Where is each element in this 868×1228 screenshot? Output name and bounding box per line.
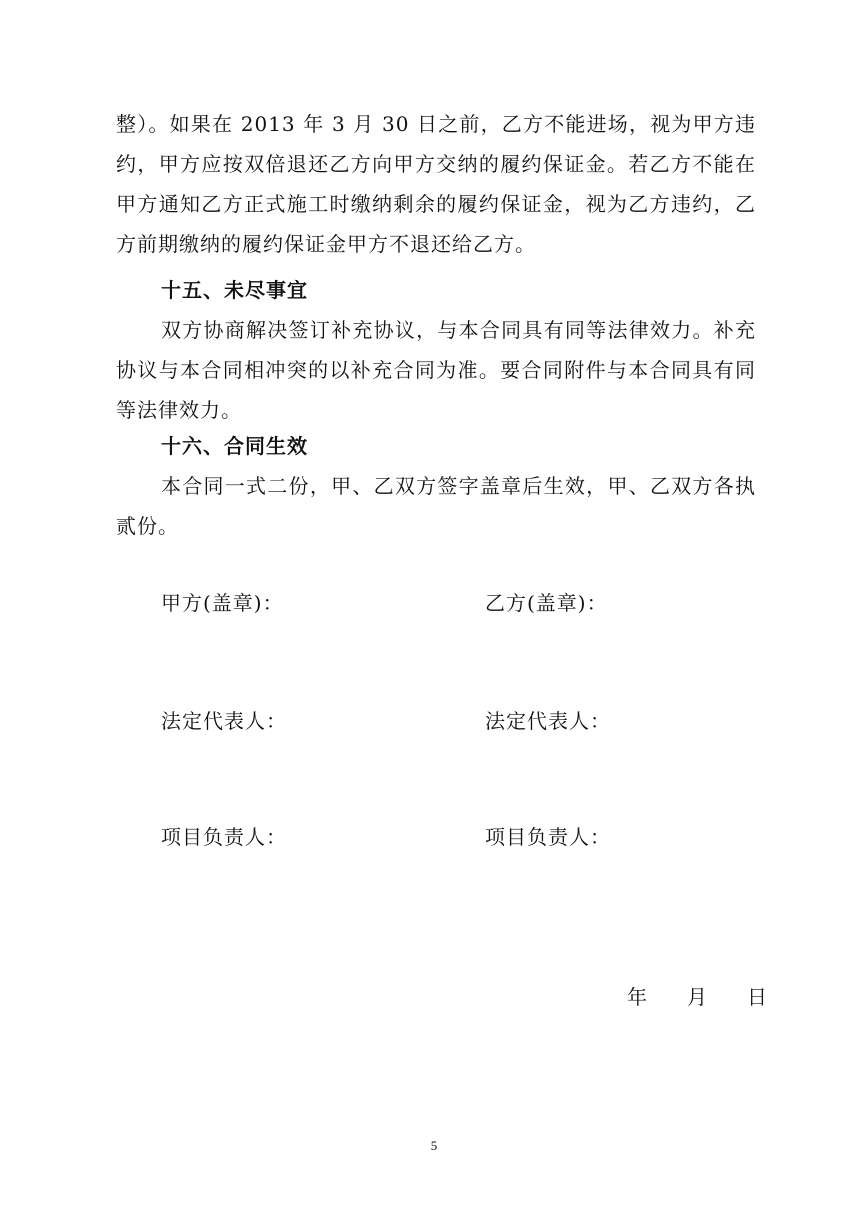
party-b-representative-label: 法定代表人：	[485, 709, 611, 733]
section-16-body: 本合同一式二份，甲、乙双方签字盖章后生效，甲、乙双方各执贰份。	[116, 474, 756, 538]
party-b-seal-label: 乙方(盖章)：	[485, 591, 608, 615]
section-15-body: 双方协商解决签订补充协议，与本合同具有同等法律效力。补充协议与本合同相冲突的以补充合同为准。要合同附件与本合同具有同等法律效力。	[116, 318, 756, 422]
party-b-project-manager-label: 项目负责人：	[485, 825, 611, 849]
party-a-project-manager-label: 项目负责人：	[161, 825, 287, 849]
date-year: 年	[627, 985, 647, 1009]
page-number: 5	[430, 1138, 438, 1153]
section-16-title: 十六、合同生效	[161, 434, 308, 458]
section-15-title: 十五、未尽事宜	[161, 278, 308, 302]
signing-date	[627, 982, 767, 1012]
paragraph-deposit-terms: 整）。如果在 2013 年 3 月 30 日之前，乙方不能进场，视为甲方违约，甲方应按双倍退还乙方向甲方交纳的履约保证金。若乙方不能在甲方通知乙方正式施工时缴纳剩余的履约保证金，视为乙方违约，乙方前期缴纳的履约保证金甲方不退还给乙方。	[116, 112, 756, 256]
date-month: 月	[687, 985, 707, 1009]
date-day: 日	[747, 985, 767, 1009]
party-a-representative-label: 法定代表人：	[161, 709, 287, 733]
party-a-seal-label: 甲方(盖章)：	[161, 591, 284, 615]
